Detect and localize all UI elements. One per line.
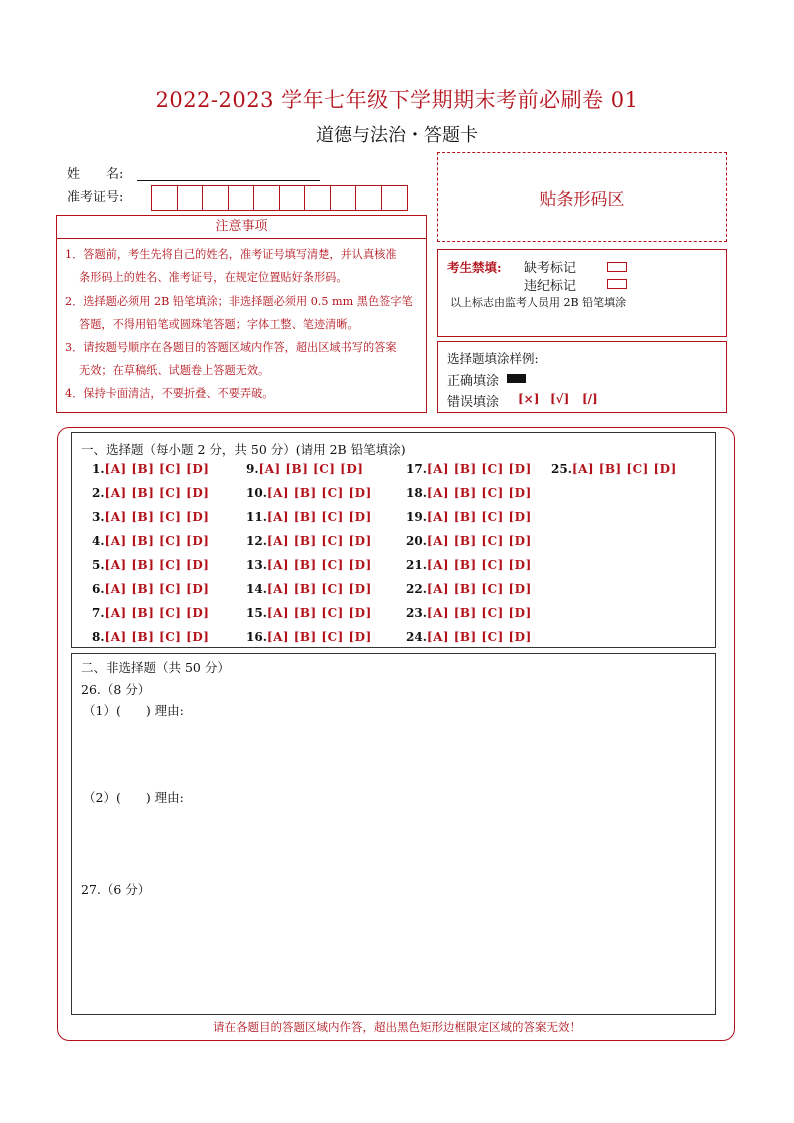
exam-digit-box[interactable] bbox=[229, 186, 255, 210]
mc-answer-options[interactable]: [A] [B] [C] [D] bbox=[104, 462, 210, 476]
mc-question-number: 21. bbox=[406, 558, 427, 572]
mc-question[interactable] bbox=[246, 510, 372, 524]
wrong-mark-check: [√] bbox=[550, 392, 570, 406]
mc-question-number: 20. bbox=[406, 534, 427, 548]
mc-question-number: 9. bbox=[246, 462, 259, 476]
mc-question[interactable] bbox=[406, 582, 532, 596]
mc-answer-options[interactable]: [A] [B] [C] [D] bbox=[104, 630, 210, 644]
mc-answer-options[interactable]: [A] [B] [C] [D] bbox=[426, 558, 532, 572]
mc-question-number: 3. bbox=[92, 510, 105, 524]
notice-heading: 注意事项 bbox=[57, 216, 426, 239]
mc-question[interactable] bbox=[406, 630, 532, 644]
notice-item: 1．答题前，考生先将自己的姓名，准考证号填写清楚，并认真核准 bbox=[65, 248, 397, 261]
absent-mark-box[interactable] bbox=[607, 262, 627, 272]
mc-question[interactable] bbox=[246, 486, 372, 500]
exam-digit-box[interactable] bbox=[280, 186, 306, 210]
notice-box bbox=[56, 215, 427, 413]
wrong-mark-slash: [/] bbox=[582, 392, 598, 406]
barcode-label: 贴条形码区 bbox=[539, 189, 625, 210]
correct-fill-sample bbox=[507, 374, 526, 383]
mc-answer-options[interactable]: [A] [B] [C] [D] bbox=[426, 510, 532, 524]
mc-question[interactable] bbox=[92, 510, 209, 524]
mc-answer-options[interactable]: [A] [B] [C] [D] bbox=[266, 558, 372, 572]
exam-digit-box[interactable] bbox=[331, 186, 357, 210]
exam-digit-box[interactable] bbox=[356, 186, 382, 210]
violation-mark-label: 违纪标记 bbox=[524, 279, 577, 294]
mc-question[interactable] bbox=[406, 606, 532, 620]
exam-digit-box[interactable] bbox=[382, 186, 408, 210]
mc-question-number: 12. bbox=[246, 534, 267, 548]
mc-answer-options[interactable]: [A] [B] [C] [D] bbox=[266, 534, 372, 548]
mc-question[interactable] bbox=[92, 486, 209, 500]
mc-question-number: 18. bbox=[406, 486, 427, 500]
mc-section-title: 一、选择题（每小题 2 分，共 50 分）(请用 2B 铅笔填涂) bbox=[81, 442, 406, 457]
mc-question[interactable] bbox=[551, 462, 677, 476]
name-label: 姓 名: bbox=[67, 167, 124, 182]
mc-question[interactable] bbox=[92, 606, 209, 620]
mc-question-number: 2. bbox=[92, 486, 105, 500]
mc-question-number: 14. bbox=[246, 582, 267, 596]
correct-fill-label: 正确填涂 bbox=[447, 374, 500, 389]
non-choice-section bbox=[71, 653, 716, 1015]
mc-question[interactable] bbox=[406, 558, 532, 572]
mc-question-number: 6. bbox=[92, 582, 105, 596]
exam-digit-box[interactable] bbox=[305, 186, 331, 210]
question-26-1-label: （1）( ) 理由: bbox=[83, 703, 184, 718]
notice-item: 3．请按题号顺序在各题目的答题区域内作答，超出区域书写的答案 bbox=[65, 341, 397, 354]
mc-question-number: 19. bbox=[406, 510, 427, 524]
question-26-2-label: （2）( ) 理由: bbox=[83, 790, 184, 805]
mc-answer-options[interactable]: [A] [B] [C] [D] bbox=[104, 486, 210, 500]
mc-answer-options[interactable]: [A] [B] [C] [D] bbox=[104, 534, 210, 548]
mc-question-number: 7. bbox=[92, 606, 105, 620]
mc-question[interactable] bbox=[246, 582, 372, 596]
mc-answer-options[interactable]: [A] [B] [C] [D] bbox=[104, 582, 210, 596]
notice-item: 无效；在草稿纸、试题卷上答题无效。 bbox=[79, 364, 270, 377]
mc-answer-options[interactable]: [A] [B] [C] [D] bbox=[266, 630, 372, 644]
mc-answer-options[interactable]: [A] [B] [C] [D] bbox=[104, 510, 210, 524]
exam-digit-box[interactable] bbox=[203, 186, 229, 210]
violation-mark-box[interactable] bbox=[607, 279, 627, 289]
exam-number-boxes[interactable] bbox=[151, 185, 408, 211]
mc-question-number: 16. bbox=[246, 630, 267, 644]
mc-answer-options[interactable]: [A] [B] [C] [D] bbox=[426, 534, 532, 548]
mc-answer-options[interactable]: [A] [B] [C] [D] bbox=[571, 462, 677, 476]
mc-question-number: 11. bbox=[246, 510, 267, 524]
mc-question[interactable] bbox=[406, 462, 532, 476]
mc-answer-options[interactable]: [A] [B] [C] [D] bbox=[266, 510, 372, 524]
absent-mark-label: 缺考标记 bbox=[524, 261, 577, 276]
exam-digit-box[interactable] bbox=[254, 186, 280, 210]
exam-number-label: 准考证号: bbox=[67, 190, 124, 205]
mc-question-number: 23. bbox=[406, 606, 427, 620]
mc-question-number: 10. bbox=[246, 486, 267, 500]
exam-digit-box[interactable] bbox=[152, 186, 178, 210]
question-26-2-answer-area[interactable] bbox=[81, 807, 706, 867]
mc-question[interactable] bbox=[246, 558, 372, 572]
mc-answer-options[interactable]: [A] [B] [C] [D] bbox=[426, 486, 532, 500]
page-title: 2022-2023 学年七年级下学期期末考前必刷卷 01 bbox=[155, 88, 639, 112]
mc-question[interactable] bbox=[92, 534, 209, 548]
mc-question[interactable] bbox=[246, 606, 372, 620]
mc-question[interactable] bbox=[92, 582, 209, 596]
mc-question-number: 13. bbox=[246, 558, 267, 572]
notice-item: 2．选择题必须用 2B 铅笔填涂；非选择题必须用 0.5 mm 黑色签字笔 bbox=[65, 295, 413, 308]
fill-sample-title: 选择题填涂样例: bbox=[447, 351, 539, 366]
mc-answer-options[interactable]: [A] [B] [C] [D] bbox=[426, 606, 532, 620]
notice-item: 答题，不得用铅笔或圆珠笔答题；字体工整、笔迹清晰。 bbox=[79, 318, 359, 331]
mc-question-number: 1. bbox=[92, 462, 105, 476]
mc-question-number: 25. bbox=[551, 462, 572, 476]
page-subtitle: 道德与法治・答题卡 bbox=[316, 125, 478, 146]
mc-answer-options[interactable]: [A] [B] [C] [D] bbox=[266, 582, 372, 596]
mc-question-number: 5. bbox=[92, 558, 105, 572]
nc-section-title: 二、非选择题（共 50 分） bbox=[81, 660, 230, 675]
mc-question[interactable] bbox=[92, 630, 209, 644]
mc-question-number: 8. bbox=[92, 630, 105, 644]
candidate-restricted-box bbox=[437, 249, 727, 337]
mc-question[interactable] bbox=[92, 462, 209, 476]
mc-answer-options[interactable]: [A] [B] [C] [D] bbox=[426, 630, 532, 644]
mc-answer-options[interactable]: [A] [B] [C] [D] bbox=[266, 486, 372, 500]
fill-sample-box bbox=[437, 341, 727, 413]
mc-question-number: 4. bbox=[92, 534, 105, 548]
mc-question[interactable] bbox=[92, 558, 209, 572]
mc-question[interactable] bbox=[246, 630, 372, 644]
question-27-label: 27.（6 分） bbox=[81, 882, 151, 897]
mc-answer-options[interactable]: [A] [B] [C] [D] bbox=[266, 606, 372, 620]
mc-answer-options[interactable]: [A] [B] [C] [D] bbox=[426, 462, 532, 476]
barcode-area bbox=[437, 152, 727, 242]
mc-answer-options[interactable]: [A] [B] [C] [D] bbox=[104, 558, 210, 572]
wrong-fill-label: 错误填涂 bbox=[447, 395, 500, 410]
mc-answer-options[interactable]: [A] [B] [C] [D] bbox=[426, 582, 532, 596]
notice-item: 条形码上的姓名、准考证号，在规定位置贴好条形码。 bbox=[79, 271, 348, 284]
mc-question[interactable] bbox=[246, 534, 372, 548]
question-26-1-answer-area[interactable] bbox=[81, 720, 706, 780]
footer-warning: 请在各题目的答题区域内作答，超出黑色矩形边框限定区域的答案无效！ bbox=[213, 1020, 581, 1034]
mc-question-number: 15. bbox=[246, 606, 267, 620]
candidate-note: 以上标志由监考人员用 2B 铅笔填涂 bbox=[450, 296, 627, 309]
candidate-restricted-label: 考生禁填: bbox=[447, 260, 502, 275]
name-field[interactable] bbox=[137, 179, 320, 181]
mc-question[interactable] bbox=[406, 510, 532, 524]
question-26-label: 26.（8 分） bbox=[81, 682, 151, 697]
wrong-mark-cross: [×] bbox=[518, 392, 540, 406]
mc-question[interactable] bbox=[406, 534, 532, 548]
mc-question-number: 22. bbox=[406, 582, 427, 596]
mc-answer-options[interactable]: [A] [B] [C] [D] bbox=[104, 606, 210, 620]
mc-answer-options[interactable]: [A] [B] [C] [D] bbox=[258, 462, 364, 476]
notice-item: 4．保持卡面清洁，不要折叠、不要弄破。 bbox=[65, 387, 274, 400]
mc-question[interactable] bbox=[406, 486, 532, 500]
mc-question-number: 24. bbox=[406, 630, 427, 644]
mc-question-number: 17. bbox=[406, 462, 427, 476]
exam-digit-box[interactable] bbox=[178, 186, 204, 210]
mc-question[interactable] bbox=[246, 462, 363, 476]
question-27-answer-area[interactable] bbox=[81, 900, 706, 1010]
